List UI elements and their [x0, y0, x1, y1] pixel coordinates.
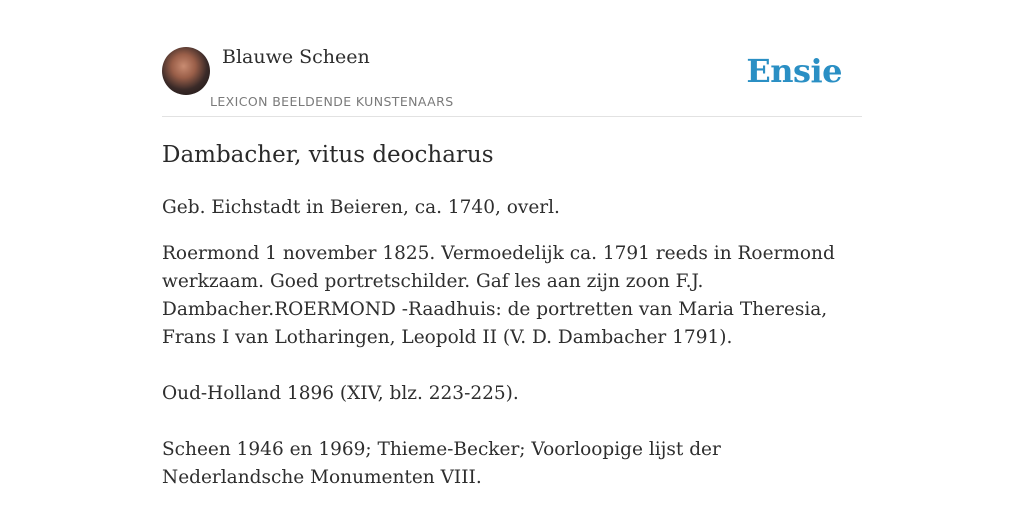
- paragraph-biography: Roermond 1 november 1825. Vermoedelijk ca. 1791 reeds in Roermond werkzaam. Goed portretschilder. Gaf les aan zijn zoon F.J. Dambacher.ROERMOND -Raadhuis: de portretten van Maria Theresia, Frans I van Lotharingen, Leopold II (V. D. Dambacher 1791).: [162, 243, 835, 348]
- page-title: Dambacher, vitus deocharus: [162, 142, 494, 168]
- paragraph-birth: Geb. Eichstadt in Beieren, ca. 1740, overl.: [162, 197, 560, 218]
- paragraph-source-oud-holland: Oud-Holland 1896 (XIV, blz. 223-225).: [162, 383, 519, 404]
- article: [162, 140, 862, 510]
- ensie-logo[interactable]: Ensie: [746, 52, 842, 90]
- avatar[interactable]: [162, 47, 210, 95]
- lexicon-subtitle[interactable]: LEXICON BEELDENDE KUNSTENAARS: [210, 94, 454, 109]
- author-name[interactable]: Blauwe Scheen: [222, 46, 370, 68]
- header: [162, 0, 862, 117]
- paragraph-references: Scheen 1946 en 1969; Thieme-Becker; Voorloopige lijst der Nederlandsche Monumenten VIII.: [162, 439, 721, 488]
